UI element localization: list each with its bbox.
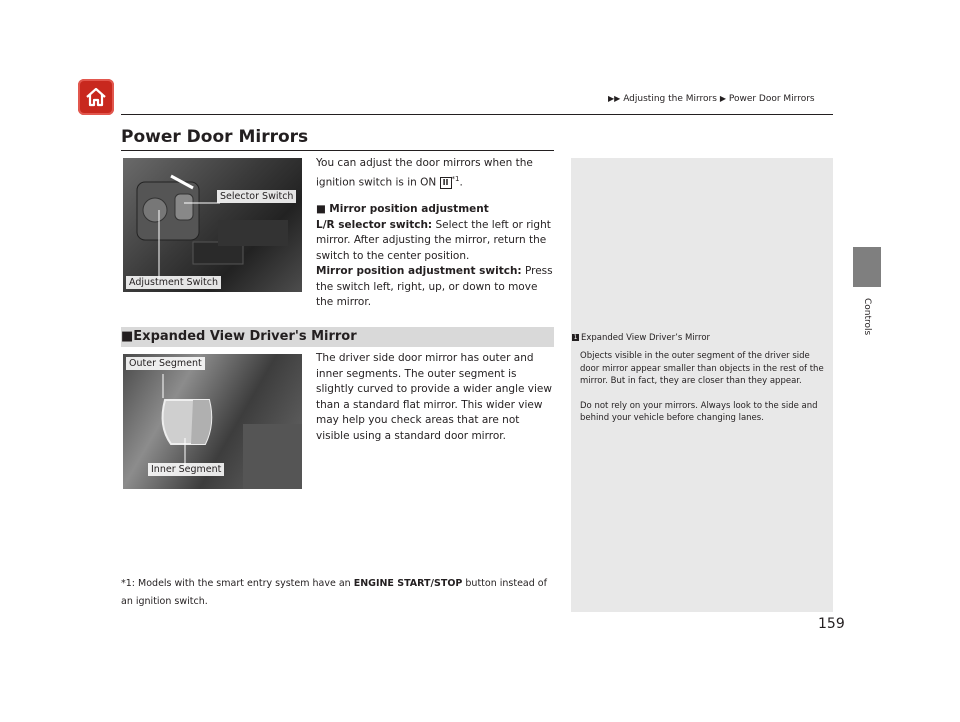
home-icon — [84, 85, 108, 109]
chapter-tab-label: Controls — [862, 298, 872, 336]
page-title: Power Door Mirrors — [121, 127, 309, 147]
outer-segment-callout: Outer Segment — [126, 357, 205, 370]
note-paragraph-2: Do not rely on your mirrors. Always look to the side and behind your vehicle before changing lanes. — [580, 400, 818, 423]
breadcrumb-current: Power Door Mirrors — [728, 94, 815, 104]
footnote: *1: Models with the smart entry system have an ENGINE START/STOP button instead of an ignition switch. — [121, 578, 547, 607]
adjustment-switch-callout: Adjustment Switch — [126, 276, 221, 289]
note-paragraph-1: Objects visible in the outer segment of the driver side door mirror appear smaller than objects in the rest of the mirror. But in fact, they are closer than they appear. — [580, 351, 824, 386]
title-divider — [121, 150, 554, 151]
lr-selector-desc: Select the left or right mirror. After adjusting the mirror, return the switch to the center position. — [316, 218, 551, 262]
breadcrumb-arrow-icon: ▶ — [719, 94, 726, 103]
expanded-view-paragraph: The driver side door mirror has outer and inner segments. The outer segment is slightly curved to provide a wider angle view than a standard flat mirror. This wider view may help you check areas that are not visible using a standard door mirror. — [316, 352, 552, 442]
home-button[interactable] — [78, 79, 114, 115]
ignition-key-badge: II — [440, 177, 452, 189]
chapter-tab-marker — [853, 247, 881, 287]
mirror-position-block: ■ Mirror position adjustment L/R selector switch: Select the left or right mirror. After adjusting the mirror, return the switch to the center position. Mirror position adjustment switch: Press the switch left, right, up, or down to move the mirror. — [316, 203, 553, 308]
mirror-position-heading: Mirror position adjustment — [329, 203, 489, 215]
note-reference-icon: 1 — [573, 334, 578, 341]
header-divider — [121, 114, 833, 115]
page-number: 159 — [818, 616, 845, 632]
note-text — [580, 350, 830, 425]
breadcrumb-arrow-icon: ▶▶ — [608, 94, 621, 103]
breadcrumb — [608, 94, 815, 104]
breadcrumb-link-mirrors[interactable]: Adjusting the Mirrors — [623, 94, 717, 104]
section-heading-expanded-view: ■Expanded View Driver's Mirror — [121, 327, 554, 347]
mirror-switch-illustration — [123, 158, 302, 292]
intro-paragraph: You can adjust the door mirrors when the ignition switch is in ON II $^{*1}$. — [316, 157, 533, 188]
note-heading: 1 Expanded View Driver’s Mirror — [573, 333, 711, 343]
mirror-switch-photo — [123, 158, 302, 292]
adjustment-switch-desc: Press the switch left, right, up, or down to move the mirror. — [316, 265, 553, 308]
inner-segment-callout: Inner Segment — [148, 463, 224, 476]
selector-switch-callout: Selector Switch — [217, 190, 296, 203]
